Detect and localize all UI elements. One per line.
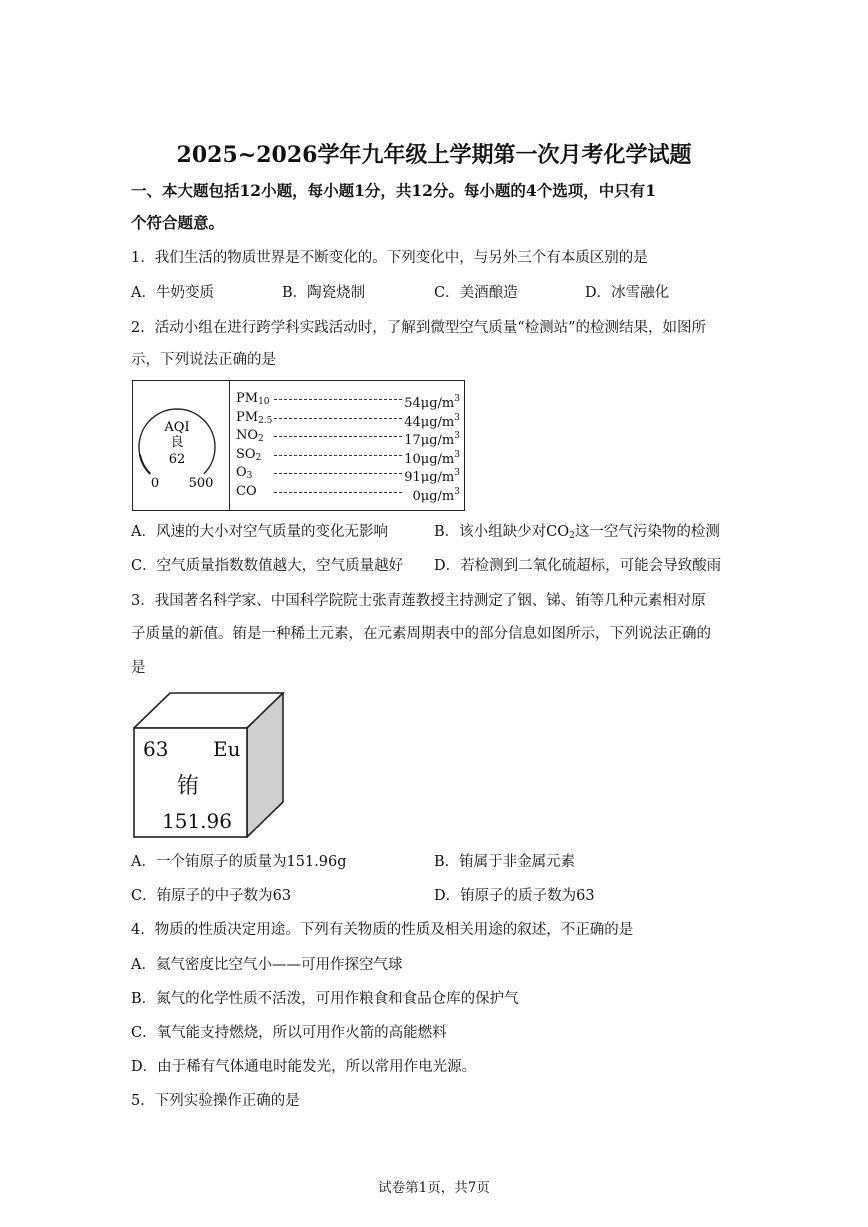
q2-option-d: D．若检测到二氧化硫超标，可能会导致酸雨 xyxy=(434,558,722,574)
q4-option-c: C．氧气能支持燃烧，所以可用作火箭的高能燃料 xyxy=(131,1025,447,1041)
aqi-value: 62 xyxy=(168,452,186,467)
leader-line xyxy=(274,399,402,400)
q4-option-d: D．由于稀有气体通电时能发光，所以常用作电光源。 xyxy=(131,1059,477,1075)
page-title: 2025~2026学年九年级上学期第一次月考化学试题 xyxy=(176,142,692,168)
pollutant-name-main: SO xyxy=(236,446,256,462)
leader-line xyxy=(274,492,402,493)
pollutant-name-sub: 2.5 xyxy=(258,415,273,426)
q2-option-b xyxy=(434,522,720,546)
q3-stem-line3: 是 xyxy=(131,660,146,676)
section-heading-line2: 个符合题意。 xyxy=(131,213,225,232)
atomic-number: 63 xyxy=(143,737,169,761)
q3-option-a: A．一个铕原子的质量为151.96g xyxy=(131,854,347,870)
q4-option-b: B．氮气的化学性质不活泼，可用作粮食和食品仓库的保护气 xyxy=(131,991,519,1007)
pollutant-name-main: O xyxy=(236,465,247,480)
leader-line xyxy=(274,473,402,474)
aqi-gauge-icon xyxy=(133,381,230,509)
pollutant-value-main: 91μg/m xyxy=(404,470,455,485)
q1-option-d: D．冰雪融化 xyxy=(585,285,670,301)
pollutant-name-main: PM xyxy=(236,409,259,425)
pollutant-row xyxy=(236,390,460,409)
pollutant-row xyxy=(236,427,460,446)
q3-option-d: D．铕原子的质子数为63 xyxy=(434,888,595,904)
q1-option-b: B．陶瓷烧制 xyxy=(282,285,366,301)
q2-option-b-post: 这一空气污染物的检测 xyxy=(574,524,720,540)
q3-option-c: C．铕原子的中子数为63 xyxy=(131,888,292,904)
q2-stem-line2: 示，下列说法正确的是 xyxy=(131,352,276,368)
q4-option-a: A．氦气密度比空气小——可用作探空气球 xyxy=(131,957,403,973)
pollutant-row xyxy=(236,483,460,502)
leader-line xyxy=(274,418,402,419)
leader-line xyxy=(274,436,402,437)
aqi-max: 500 xyxy=(188,476,214,491)
pollutant-value-main: 44μg/m xyxy=(404,414,455,430)
pollutant-value-main: 10μg/m xyxy=(404,451,455,467)
pollutant-value-unit-sup: 3 xyxy=(454,468,460,478)
q4-stem: 4．物质的性质决定用途。下列有关物质的性质及相关用途的叙述，不正确的是 xyxy=(131,922,634,938)
pollutant-value-unit-sup: 3 xyxy=(454,431,460,441)
aqi-gauge-panel xyxy=(133,381,230,510)
pollutant-value-main: 0μg/m xyxy=(412,488,455,504)
pollutant-name-sub: 3 xyxy=(246,471,253,481)
page-footer: 试卷第1页，共7页 xyxy=(378,1180,490,1196)
section-heading-line1: 一、本大题包括12小题，每小题1分，共12分。每小题的4个选项，中只有1 xyxy=(131,181,656,200)
q1-stem: 1．我们生活的物质世界是不断变化的。下列变化中，与另外三个有本质区别的是 xyxy=(131,250,648,266)
aqi-level: 良 xyxy=(170,435,184,450)
element-card xyxy=(133,692,285,838)
q2-option-c: C．空气质量指数数值越大，空气质量越好 xyxy=(131,558,404,574)
atomic-mass: 151.96 xyxy=(162,809,232,833)
q1-option-a: A．牛奶变质 xyxy=(131,285,214,301)
pollutant-name-sub: 2 xyxy=(258,434,264,444)
pollutant-value-unit-sup: 3 xyxy=(454,449,460,460)
pollutant-name-main: NO xyxy=(236,428,259,443)
pollutant-readings xyxy=(236,390,460,504)
aqi-label: AQI xyxy=(164,420,190,435)
air-quality-figure xyxy=(132,380,465,511)
q2-option-b-pre: B．该小组缺少对CO xyxy=(434,524,570,540)
q3-stem-line2: 子质量的新值。铕是一种稀土元素，在元素周期表中的部分信息如图所示，下列说法正确的 xyxy=(131,626,711,642)
q2-stem-line1: 2．活动小组在进行跨学科实践活动时，了解到微型空气质量“检测站”的检测结果，如图所 xyxy=(131,320,707,336)
aqi-min: 0 xyxy=(150,476,160,491)
q5-stem: 5．下列实验操作正确的是 xyxy=(131,1093,300,1109)
pollutant-name-main: CO xyxy=(236,483,257,499)
q1-option-c: C．美酒酿造 xyxy=(434,285,518,301)
pollutant-value-main: 17μg/m xyxy=(404,433,455,448)
q3-stem-line1: 3．我国著名科学家、中国科学院院士张青莲教授主持测定了铟、锑、铕等几种元素相对原 xyxy=(131,593,706,609)
pollutant-row xyxy=(236,446,460,465)
q2-option-b-sub: 2 xyxy=(569,531,575,541)
pollutant-row xyxy=(236,464,460,483)
pollutant-value-unit-sup: 3 xyxy=(454,486,460,497)
element-name: 铕 xyxy=(177,774,200,799)
pollutant-row xyxy=(236,409,460,428)
pollutant-name xyxy=(236,483,257,505)
pollutant-value xyxy=(413,483,460,507)
pollutant-value-main: 54μg/m xyxy=(404,396,455,411)
q3-option-b: B．铕属于非金属元素 xyxy=(434,854,576,870)
leader-line xyxy=(274,455,402,456)
element-symbol: Eu xyxy=(213,737,241,761)
pollutant-value-unit-sup: 3 xyxy=(454,394,460,404)
pollutant-name-main: PM xyxy=(236,391,259,406)
pollutant-value-unit-sup: 3 xyxy=(454,412,460,423)
pollutant-name-sub: 2 xyxy=(255,452,262,463)
pollutant-name-sub: 10 xyxy=(258,397,270,407)
q2-option-a: A．风速的大小对空气质量的变化无影响 xyxy=(131,524,388,540)
